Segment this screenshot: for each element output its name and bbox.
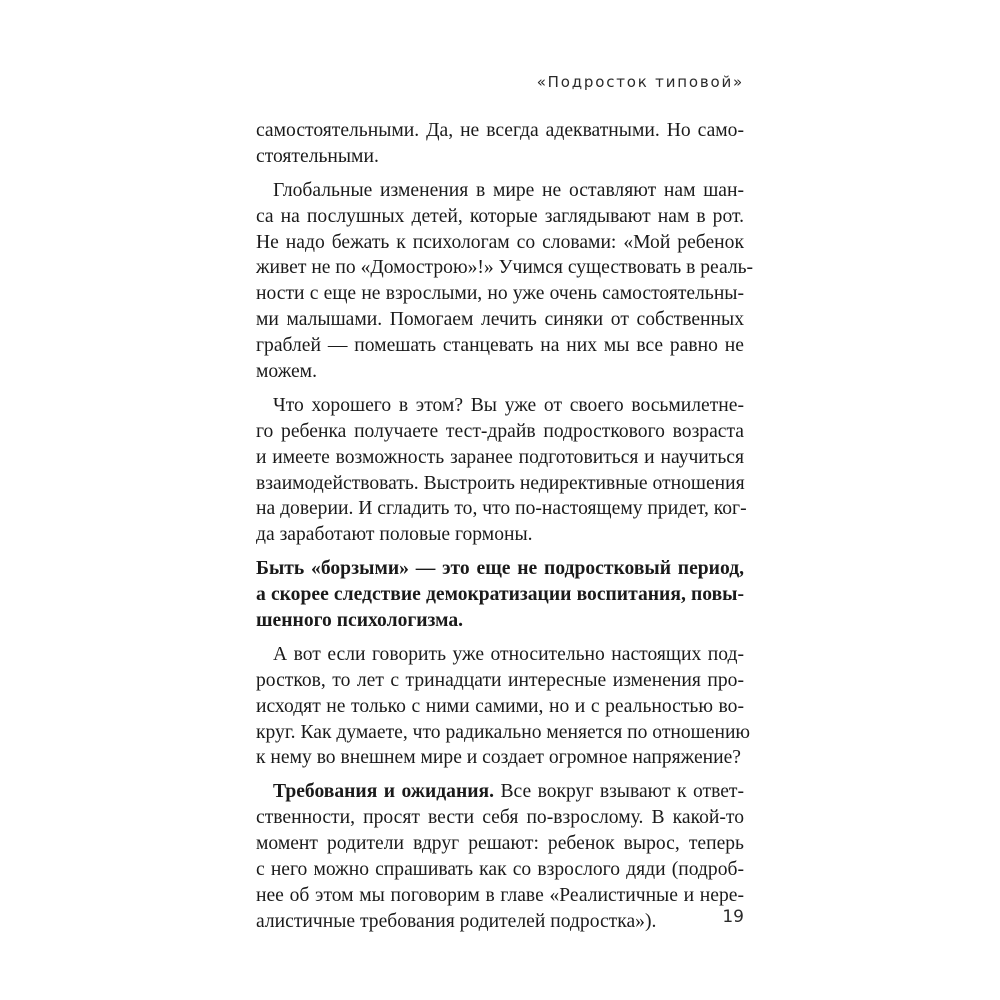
text-line: Глобальные изменения в мире не оставляют нам шан- [273, 179, 744, 201]
text-line: ственности, просят вести себя по-взрослому. В какой-то [256, 807, 744, 829]
text-line: го ребенка получаете тест-драйв подросткового возраста [256, 420, 744, 442]
text-line: можем. [256, 361, 317, 383]
text-line: а скорее следствие демократизации воспитания, повы- [256, 584, 744, 606]
text-line: к нему во внешнем мире и создает огромное напряжение? [256, 747, 742, 769]
text-line: круг. Как думаете, что радикально меняется по отношению [256, 721, 751, 743]
text-line: шенного психологизма. [256, 610, 464, 632]
text-line: граблей — помешать станцевать на них мы все равно не [256, 335, 744, 357]
text-line: ности с еще не взрослыми, но уже очень самостоятельны- [256, 283, 744, 305]
text-line [256, 779, 744, 805]
text-line: исходят не только с ними самими, но и с реальностью во- [256, 695, 744, 717]
paragraph [256, 118, 744, 170]
text-line: нее об этом мы поговорим в главе «Реалистичные и нере- [256, 884, 744, 906]
running-header: «Подросток типовой» [536, 73, 744, 91]
paragraph [256, 393, 747, 548]
body-text [256, 118, 754, 943]
page-number: 19 [722, 907, 744, 927]
highlight-paragraph [256, 556, 744, 634]
text-line: стоятельными. [256, 145, 379, 167]
text-line: момент родители вдруг решают: ребенок вырос, теперь [256, 833, 744, 855]
text-line: са на послушных детей, которые заглядывают нам в рот. [256, 205, 744, 227]
text-line: алистичные требования родителей подростка»). [256, 910, 657, 932]
text-line: Что хорошего в этом? Вы уже от своего восьмилетне- [273, 394, 744, 416]
text-line: самостоятельными. Да, не всегда адекватными. Но само- [256, 120, 744, 141]
text-line: взаимодействовать. Выстроить недирективные отношения [256, 472, 745, 494]
paragraph [256, 642, 751, 771]
text-line: ми малышами. Помогаем лечить синяки от собственных [256, 309, 744, 331]
text-line: А вот если говорить уже относительно настоящих под- [273, 643, 744, 665]
lead-rest: Все вокруг взывают к ответ- [494, 781, 744, 803]
text-line: на доверии. И сгладить то, что по-настоящему придет, ког- [256, 498, 747, 520]
paragraph [256, 178, 754, 385]
paragraph [256, 779, 744, 934]
bold-lead: Требования и ожидания. [273, 781, 495, 803]
text-line: с него можно спрашивать как со взрослого дяди (подроб- [256, 859, 744, 881]
text-line: и имеете возможность заранее подготовиться и научиться [256, 446, 744, 468]
text-line: Быть «борзыми» — это еще не подростковый период, [256, 558, 744, 580]
text-line: Не надо бежать к психологам со словами: «Мой ребенок [256, 231, 744, 253]
text-line: ростков, то лет с тринадцати интересные изменения про- [256, 669, 744, 691]
text-line: да заработают половые гормоны. [256, 524, 533, 546]
text-line: живет не по «Домострою»!» Учимся существовать в реаль- [256, 257, 754, 279]
